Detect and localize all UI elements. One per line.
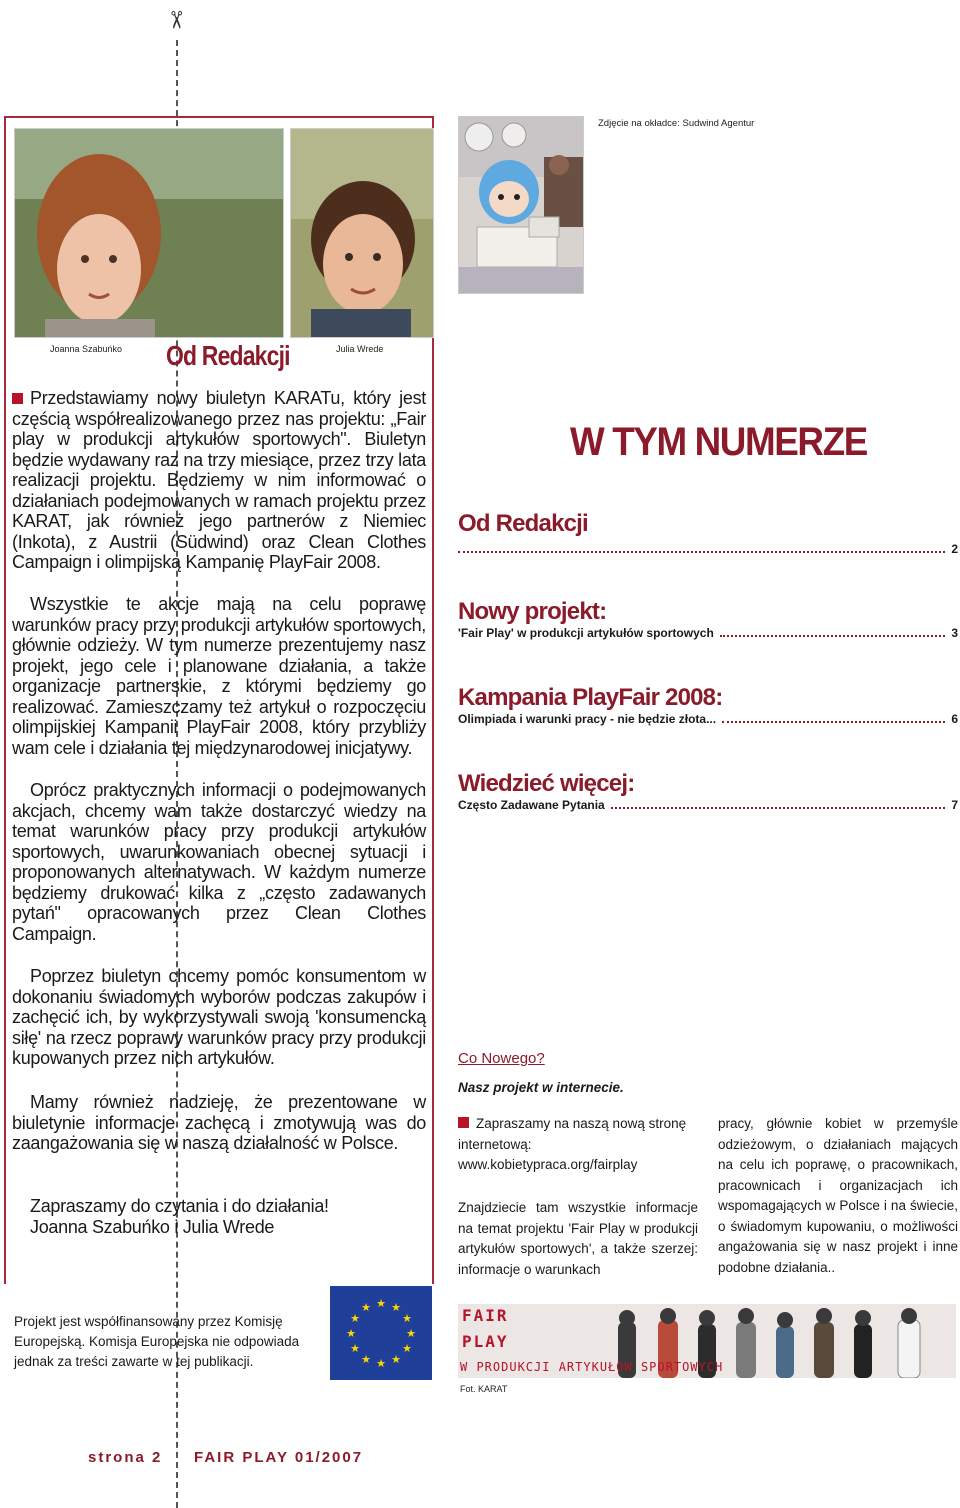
editorial-signoff-2: Joanna Szabuńko i Julia Wrede xyxy=(30,1217,275,1237)
toc-item-4[interactable] xyxy=(458,770,958,812)
toc-dots xyxy=(611,807,946,809)
scissors-icon: ✂ xyxy=(162,9,191,31)
toc-item-1-title: Od Redakcji xyxy=(458,510,588,537)
toc-item-3-subtitle: Olimpiada i warunki pracy - nie będzie złota... xyxy=(458,712,717,726)
eu-star-icon: ★ xyxy=(361,1353,371,1366)
funding-note: Projekt jest współfinansowany przez Komisję Europejską. Komisja Europejska nie odpowiada jednak za treści zawarte w tej publikacji. xyxy=(14,1314,300,1369)
fair-play-banner xyxy=(458,1304,956,1378)
toc-item-3-title: Kampania PlayFair 2008: xyxy=(458,684,723,711)
toc-item-4-subtitle: Często Zadawane Pytania xyxy=(458,798,605,812)
toc-item-3-page: 6 xyxy=(951,712,958,726)
editorial-paragraph-1 xyxy=(12,388,426,573)
editorial-title: Od Redakcji xyxy=(166,340,290,371)
news-heading: Co Nowego? xyxy=(458,1050,545,1067)
news-col1-paragraph-1-text: Zapraszamy na naszą nową stronę internetową: www.kobietypraca.org/fairplay xyxy=(458,1116,687,1172)
toc-item-4-line xyxy=(458,798,958,812)
bullet-square-icon xyxy=(458,1117,469,1128)
news-subheading: Nasz projekt w internecie. xyxy=(458,1080,624,1095)
cover-credit: Zdjęcie na okładce: Sudwind Agentur xyxy=(598,118,755,129)
banner-line-tagline: W PRODUKCJI ARTYKUŁÓW SPORTOWYCH xyxy=(460,1360,724,1374)
toc-item-2-subtitle: 'Fair Play' w produkcji artykułów sportowych xyxy=(458,626,714,640)
news-col2-paragraph: pracy, głównie kobiet w przemyśle odzieżowym, o działaniach mających na celu ich poprawę, o pracownikach, pracownicach i organizacjach ich wspomagających w Polsce i na świecie, o świadomym kupowaniu, o możliwości angażowania się w nasz projekt i inne podobne działania.. xyxy=(718,1116,958,1275)
eu-star-icon: ★ xyxy=(350,1312,360,1325)
caption-joanna: Joanna Szabuńko xyxy=(50,344,123,354)
editorial-paragraph-5: Mamy również nadzieję, że prezentowane w biuletynie informacje zachęcą i zmotywują was do zaangażowania się w naszą działalność w Polsce. xyxy=(12,1092,426,1153)
cover-photo xyxy=(458,116,584,294)
portrait-julia xyxy=(290,128,434,338)
toc-item-3-line xyxy=(458,712,958,726)
banner-photo-credit: Fot. KARAT xyxy=(460,1384,508,1394)
editorial-paragraph-3: Oprócz praktycznych informacji o podejmowanych akcjach, chcemy wam także dostarczyć wiedzy na temat warunków pracy przy produkcji artykułów sportowych, uwarunkowaniach obecnej sytuacji i proponowanych alternatywach. W każdym numerze będziemy drukować kilka z „często zadawanych pytań" opracowanych przez Clean Clothes Campaign. xyxy=(12,780,426,944)
editorial-paragraph-4: Poprzez biuletyn chcemy pomóc konsumentom w dokonaniu świadomych wyborów podczas zakupów i zachęcić ich, by wykorzystywali swoją 'konsumencką siłę' na rzecz poprawy warunków pracy przy produkcji kupowanych przez nich artykułów. xyxy=(12,966,426,1068)
eu-star-icon: ★ xyxy=(346,1327,356,1340)
news-col1-paragraph-2: Znajdziecie tam wszystkie informacje na temat projektu 'Fair Play w produkcji artykułów sportowych', a także szerzej: informacje o warunkach xyxy=(458,1200,698,1277)
toc-item-1-page: 2 xyxy=(951,542,958,556)
editorial-signoff-1: Zapraszamy do czytania i do działania! xyxy=(30,1196,329,1216)
toc-item-2[interactable] xyxy=(458,598,958,640)
bullet-square-icon xyxy=(12,393,23,404)
footer-page-label: strona 2 xyxy=(88,1449,163,1466)
banner-line-play: PLAY xyxy=(462,1332,509,1351)
portrait-joanna xyxy=(14,128,284,338)
eu-star-icon: ★ xyxy=(406,1327,416,1340)
eu-star-icon: ★ xyxy=(350,1342,360,1355)
toc-dots xyxy=(458,551,945,553)
eu-star-icon: ★ xyxy=(391,1301,401,1314)
eu-flag-icon xyxy=(330,1286,432,1380)
toc-item-4-title: Wiedzieć więcej: xyxy=(458,770,635,797)
toc-item-2-line xyxy=(458,626,958,640)
toc-item-3[interactable] xyxy=(458,684,958,726)
portrait-joanna-image xyxy=(15,129,283,337)
portrait-julia-image xyxy=(291,129,433,337)
eu-star-icon: ★ xyxy=(376,1297,386,1310)
caption-julia: Julia Wrede xyxy=(336,344,384,354)
eu-star-icon: ★ xyxy=(361,1301,371,1314)
eu-flag xyxy=(330,1286,432,1380)
toc-item-4-page: 7 xyxy=(951,798,958,812)
news-col1-paragraph-1 xyxy=(458,1114,698,1176)
editorial-paragraph-1-text: Przedstawiamy nowy biuletyn KARATu, który jest częścią współrealizowanego przez nas projektu: „Fair play w produkcji artykułów sportowych". Biuletyn będzie wydawany raz na trzy miesiące, przez trzy lata realizacji projektu. Będziemy w nim informować o działaniach podejmowanych w ramach projektu przez KARAT, jak również jego partnerów z Niemiec (Inkota), z Austrii (Südwind) oraz Clean Clothes Campaign i olimpijską Kampanię PlayFair 2008. xyxy=(12,388,426,572)
toc-item-2-title: Nowy projekt: xyxy=(458,598,607,625)
eu-star-icon: ★ xyxy=(376,1357,386,1370)
banner-line-fair: FAIR xyxy=(462,1306,509,1325)
footer-issue: FAIR PLAY 01/2007 xyxy=(194,1449,364,1466)
cover-photo-illustration xyxy=(459,117,583,293)
toc-item-1-line xyxy=(458,542,958,556)
toc-heading: W TYM NUMERZE xyxy=(570,420,867,464)
toc-dots xyxy=(722,721,945,723)
eu-star-icon: ★ xyxy=(402,1342,412,1355)
editorial-paragraph-2: Wszystkie te akcje mają na celu poprawę warunków pracy przy produkcji artykułów sportowych, głównie odzieży. W tym numerze prezentujemy nasz projekt, jego cele i planowane działania, a także organizacje partnerskie, z którymi będziemy go realizować. Zamieszczamy też artykuł o rozpoczęciu olimpijskiej Kampanii PlayFair 2008, który przybliży wam cele i działania tej międzynarodowej inicjatywy. xyxy=(12,594,426,758)
toc-item-2-page: 3 xyxy=(951,626,958,640)
eu-star-icon: ★ xyxy=(402,1312,412,1325)
toc-dots xyxy=(720,635,946,637)
toc-item-1[interactable] xyxy=(458,510,958,556)
eu-star-icon: ★ xyxy=(391,1353,401,1366)
